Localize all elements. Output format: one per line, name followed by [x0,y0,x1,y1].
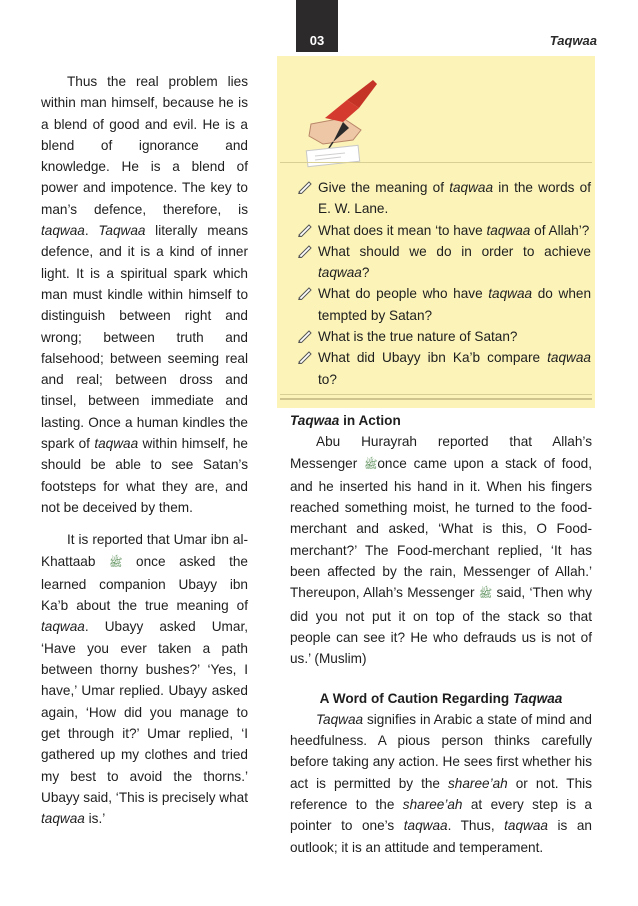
pencil-icon [297,350,313,364]
left-column [41,71,248,829]
honorific-symbol: ﷺ [478,588,493,601]
question-item: What did Ubayy ibn Ka’b compare taqwaa to? [297,347,591,390]
right-paragraph-2: Taqwaa signifies in Arabic a state of mind and heedfulness. A pious person thinks carefully before taking any action. He sees first whether his act is permitted by the sharee’ah or not. This reference to the sharee’ah at every step is a pointer to one’s taqwaa. Thus, taqwaa is an outlook; it is an attitude and temperament. [290,711,592,855]
pencil-icon [297,223,313,237]
question-list [297,177,591,390]
section-heading-word-of-caution: A Word of Caution Regarding Taqwaa [319,690,563,706]
question-item: What do people who have taqwaa do when tempted by Satan? [297,283,591,326]
right-column [290,410,592,858]
left-paragraph-1: Thus the real problem lies within man himself, because he is a blend of good and evil. He is a blend of ignorance and knowledge. He is a blend of power and impotence. The key to man’s defence, therefore, is taqwaa. Taqwaa literally means defence, and it is a kind of inner light. It is a spiritual spark which man must kindle within himself to distinguish between right and wrong; between truth and falsehood; between seeming real and real; between dross and tinsel, between immediate and lasting. Once a human kindles the spark of taqwaa within himself, he should be able to see Satan’s footsteps for what they are, and not be deceived by them. [41,74,248,515]
box-divider-bottom [280,394,592,395]
pencil-icon [297,329,313,343]
section-heading-taqwaa-in-action: Taqwaa in Action [290,413,401,428]
question-item: What does it mean ‘to have taqwaa of Allah’? [297,220,591,241]
pen-writing-hand-illustration [303,78,381,168]
pencil-icon [297,286,313,300]
page-number: 03 [296,0,338,52]
box-divider-bottom-thick [280,398,592,400]
left-paragraph-2: It is reported that Umar ibn al-Khattaab ﷺ once asked the learned companion Ubayy ibn Ka’b about the true meaning of taqwaa. Ubayy asked Umar, ‘Have you ever taken a path between thorny bushes?’ ‘Yes, I have,’ Umar replied. Ubayy asked again, ‘How did you manage to get through it?’ Umar replied, ‘I gathered up my clothes and tried my best to avoid the thorns.’ Ubayy said, ‘This is precisely what taqwaa is.’ [41,532,248,827]
running-title: Taqwaa [549,33,597,48]
right-paragraph-1: Abu Hurayrah reported that Allah’s Messenger ﷺonce came upon a stack of food, and he inserted his hand in it. When his fingers reached something moist, he turned to the food-merchant and asked, ‘What is this, O Food-merchant?’ The Food-merchant replied, ‘It has been affected by the rain, Messenger of Allah.’ Thereupon, Allah’s Messenger ﷺ said, ‘Then why did you not put it on top of the stack so that people can see it? He who defrauds us is not of us.’ (Muslim) [290,434,592,667]
question-item: What is the true nature of Satan? [297,326,591,347]
honorific-symbol: ﷺ [364,458,378,471]
box-divider-top [280,162,592,163]
pencil-icon [297,244,313,258]
honorific-symbol: ﷺ [109,556,123,569]
pencil-icon [297,180,313,194]
question-item: Give the meaning of taqwaa in the words of E. W. Lane. [297,177,591,220]
question-item: What should we do in order to achieve taqwaa? [297,241,591,284]
questions-box [277,56,595,408]
